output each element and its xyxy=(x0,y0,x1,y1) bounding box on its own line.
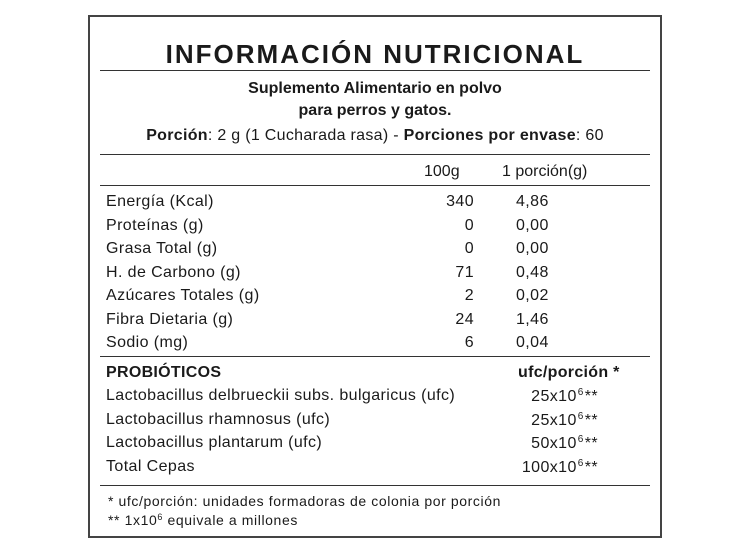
nutrient-label: Grasa Total (g) xyxy=(106,240,218,257)
probiotic-label: Lactobacillus rhamnosus (ufc) xyxy=(106,410,331,428)
nutrient-value-100g: 6 xyxy=(464,334,474,351)
nutrient-label: H. de Carbono (g) xyxy=(106,263,241,281)
probiotic-row xyxy=(106,458,638,480)
nutrient-row xyxy=(106,287,626,309)
probiotic-row xyxy=(106,387,638,409)
panel-title: INFORMACIÓN NUTRICIONAL xyxy=(165,39,585,69)
probiotic-value-exponent: 6 xyxy=(577,434,584,445)
probiotic-value-suffix: ** xyxy=(584,435,598,452)
nutrient-label: Azúcares Totales (g) xyxy=(106,287,260,304)
nutrient-value-100g: 2 xyxy=(464,287,474,304)
nutrient-value-portion: 0,00 xyxy=(516,240,549,257)
nutrient-value-portion: 0,48 xyxy=(516,263,549,281)
footnote-ufc: * ufc/porción: unidades formadoras de colonia por porción xyxy=(108,493,501,509)
probiotics-unit-heading: ufc/porción * xyxy=(518,364,620,381)
nutrient-row xyxy=(106,193,626,215)
footnote-millions-prefix: ** 1x10 xyxy=(108,512,158,528)
probiotic-row xyxy=(106,411,638,433)
nutrient-row xyxy=(106,264,626,286)
nutrient-value-100g: 0 xyxy=(464,240,474,257)
nutrient-label: Sodio (mg) xyxy=(106,334,189,351)
probiotic-value xyxy=(522,458,598,477)
nutrient-value-100g: 340 xyxy=(446,193,474,210)
nutrient-value-portion: 1,46 xyxy=(516,310,549,328)
probiotic-value-exponent: 6 xyxy=(577,410,584,422)
probiotics-header xyxy=(106,364,638,382)
nutrient-row xyxy=(106,240,626,262)
divider-portion xyxy=(100,154,650,155)
probiotic-value-base: 50x10 xyxy=(531,435,577,452)
subtitle-line-2: para perros y gatos. xyxy=(298,102,452,119)
probiotic-label: Lactobacillus plantarum (ufc) xyxy=(106,434,323,451)
nutrient-value-portion: 0,00 xyxy=(516,216,549,234)
nutrient-value-portion: 0,04 xyxy=(516,334,549,351)
probiotic-value-suffix: ** xyxy=(584,388,598,405)
servings-text: : 60 xyxy=(575,127,604,144)
portion-info xyxy=(90,127,660,145)
nutrient-value-100g: 24 xyxy=(455,310,474,328)
nutrient-value-portion: 4,86 xyxy=(516,193,549,210)
probiotic-value xyxy=(531,411,598,430)
footnote-millions-exponent: 6 xyxy=(157,512,163,522)
footnote-millions xyxy=(108,512,298,528)
subtitle-line-1: Suplemento Alimentario en polvo xyxy=(248,80,502,97)
nutrient-row xyxy=(106,311,626,333)
probiotic-value-base: 25x10 xyxy=(531,388,577,405)
probiotic-value xyxy=(531,387,598,406)
divider-title xyxy=(100,70,650,71)
divider-probiotics xyxy=(100,356,650,357)
nutrient-value-100g: 71 xyxy=(455,263,474,281)
divider-footnotes xyxy=(100,485,650,486)
probiotic-value-exponent: 6 xyxy=(577,457,584,469)
nutrient-value-100g: 0 xyxy=(464,216,474,234)
probiotic-label: Total Cepas xyxy=(106,457,195,475)
probiotic-value xyxy=(531,434,598,453)
nutrient-label: Fibra Dietaria (g) xyxy=(106,310,234,328)
servings-label: Porciones por envase xyxy=(403,127,576,144)
probiotic-value-base: 100x10 xyxy=(521,458,577,476)
portion-text: : 2 g (1 Cucharada rasa) - xyxy=(207,127,404,144)
portion-label: Porción xyxy=(146,127,208,144)
divider-header xyxy=(100,185,650,186)
nutrient-row xyxy=(106,334,626,356)
probiotic-value-suffix: ** xyxy=(584,411,598,429)
column-header-portion: 1 porción(g) xyxy=(502,163,588,180)
probiotic-value-exponent: 6 xyxy=(577,387,584,398)
probiotic-value-suffix: ** xyxy=(584,458,598,476)
nutrient-row xyxy=(106,217,626,239)
nutrient-label: Energía (Kcal) xyxy=(106,193,214,210)
probiotics-heading: PROBIÓTICOS xyxy=(106,364,222,381)
column-header-100g: 100g xyxy=(424,163,460,180)
probiotic-row xyxy=(106,434,638,456)
probiotic-label: Lactobacillus delbrueckii subs. bulgaricus (ufc) xyxy=(106,387,456,404)
nutrition-facts-panel xyxy=(88,15,662,538)
nutrient-label: Proteínas (g) xyxy=(106,216,204,234)
nutrient-value-portion: 0,02 xyxy=(516,287,549,304)
probiotic-value-base: 25x10 xyxy=(531,411,577,429)
footnote-millions-suffix: equivale a millones xyxy=(162,512,298,528)
